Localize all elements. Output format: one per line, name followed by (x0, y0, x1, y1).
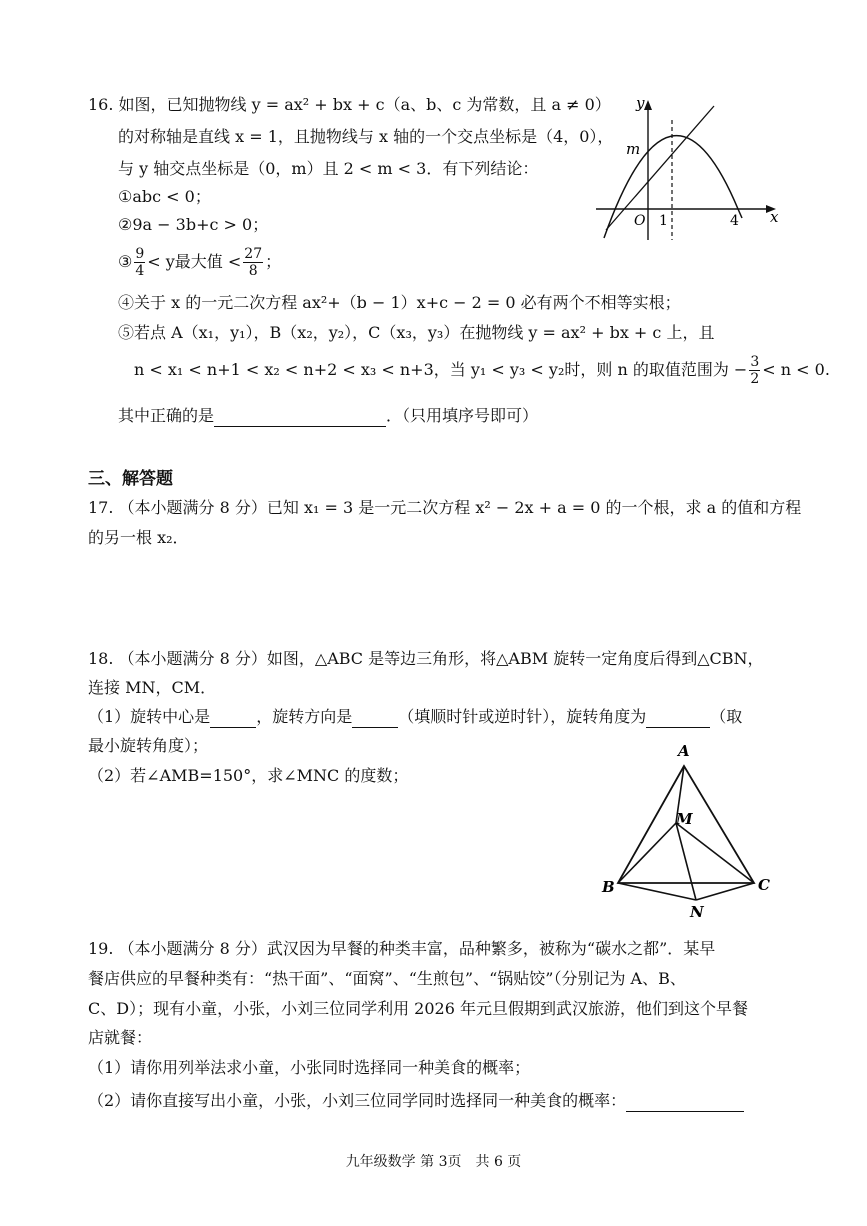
rotation-angle-blank[interactable] (646, 709, 710, 728)
q19-part2: （2）请你直接写出小童，小张，小刘三位同学同时选择同一种美食的概率： (88, 1090, 744, 1112)
q19-line3: C、D）；现有小童，小张，小刘三位同学利用 2026 年元旦假期到武汉旅游，他们到这个早餐 (88, 999, 748, 1018)
x-label: x (770, 208, 779, 226)
q17-line2: 的另一根 x₂． (88, 528, 189, 547)
label-b: B (602, 878, 615, 896)
q17-line1: 17. （本小题满分 8 分）已知 x₁ = 3 是一元二次方程 x² − 2x + a = 0 的一个根，求 a 的值和方程 (88, 498, 802, 517)
q16-conclusion-5: ⑤若点 A（x₁，y₁），B（x₂，y₂），C（x₃，y₃）在抛物线 y = ax² + bx + c 上，且 (118, 323, 715, 342)
q16-conclusion-4: ④关于 x 的一元二次方程 ax²+（b − 1）x+c − 2 = 0 必有两个不相等实根； (118, 293, 681, 312)
tick-4-label: 4 (730, 213, 739, 229)
q18-line1: 18. （本小题满分 8 分）如图，△ABC 是等边三角形，将△ABM 旋转一定角度后得到△CBN， (88, 649, 764, 668)
q16-conclusion-2: ②9a − 3b+c > 0； (118, 215, 269, 234)
segment-bn (618, 883, 696, 900)
segment-mn (676, 823, 696, 900)
fraction-9-4: $\frac{9}{4}$ (135, 246, 145, 279)
q16-conclusion-1: ①abc < 0； (118, 187, 211, 206)
label-a: A (678, 742, 690, 760)
q16-line1: 16. 如图，已知抛物线 y = ax² + bx + c（a、b、c 为常数，且 a ≠ 0） (88, 95, 611, 114)
label-c: C (758, 876, 770, 894)
q16-line3: 与 y 轴交点坐标是（0，m）且 2 < m < 3．有下列结论： (118, 159, 539, 178)
q16-conclusion-5-condition: n < x₁ < n+1 < x₂ < n+2 < x₃ < n+3，当 y₁ < y₃ < y₂时，则 n 的取值范围为 − $\frac{3}{2}$ < n < 0. (134, 354, 830, 387)
y-axis-arrow (644, 100, 652, 110)
q16-answer-blank[interactable] (214, 408, 386, 427)
q19-line1: 19. （本小题满分 8 分）武汉因为早餐的种类丰富，品种繁多，被称为“碳水之都”．某早 (88, 939, 716, 958)
y-label: y (636, 94, 645, 112)
parabola-curve (604, 136, 742, 238)
q18-part1: （1）旋转中心是 ，旋转方向是 （填顺时针或逆时针），旋转角度为 （取 (88, 707, 743, 726)
m-label: m (626, 140, 641, 158)
rotation-center-blank[interactable] (210, 709, 256, 728)
page-footer: 九年级数学 第 3页 共 6 页 (345, 1154, 522, 1170)
q19-line2: 餐店供应的早餐种类有：“热干面”、“面窝”、“生煎包”、“锅贴饺”（分别记为 A、B、 (88, 969, 686, 988)
q19-part1: （1）请你用列举法求小童，小张同时选择同一种美食的概率； (88, 1058, 531, 1077)
segment-mc (676, 823, 754, 883)
q16-answer-line: 其中正确的是 ．（只用填序号即可） (118, 406, 539, 425)
fraction-3-2: $\frac{3}{2}$ (750, 354, 760, 387)
tick-1-label: 1 (659, 213, 668, 229)
q18-part2: （2）若∠AMB=150°，求∠MNC 的度数； (88, 766, 409, 785)
label-m: M (676, 810, 693, 828)
q16-conclusion-3: ③ $\frac{9}{4}$ < y最大值 < $\frac{27}{8}$ ； (118, 246, 282, 279)
segment-nc (696, 883, 754, 900)
rotation-direction-blank[interactable] (352, 709, 398, 728)
label-n: N (690, 903, 704, 921)
q16-parabola-graph (592, 92, 787, 242)
q16-line2: 的对称轴是直线 x = 1，且抛物线与 x 轴的一个交点坐标是（4，0）， (118, 127, 614, 146)
q19-answer-blank[interactable] (626, 1093, 744, 1112)
q18-part1-line2: 最小旋转角度）； (88, 736, 209, 755)
q19-line4: 店就餐： (88, 1028, 153, 1047)
section-title: 三、解答题 (88, 469, 173, 489)
origin-label: O (634, 213, 646, 229)
line-through-origin (606, 106, 714, 230)
q18-line2: 连接 MN，CM． (88, 678, 217, 697)
fraction-27-8: $\frac{27}{8}$ (244, 246, 263, 279)
q18-triangle-figure (596, 738, 786, 922)
